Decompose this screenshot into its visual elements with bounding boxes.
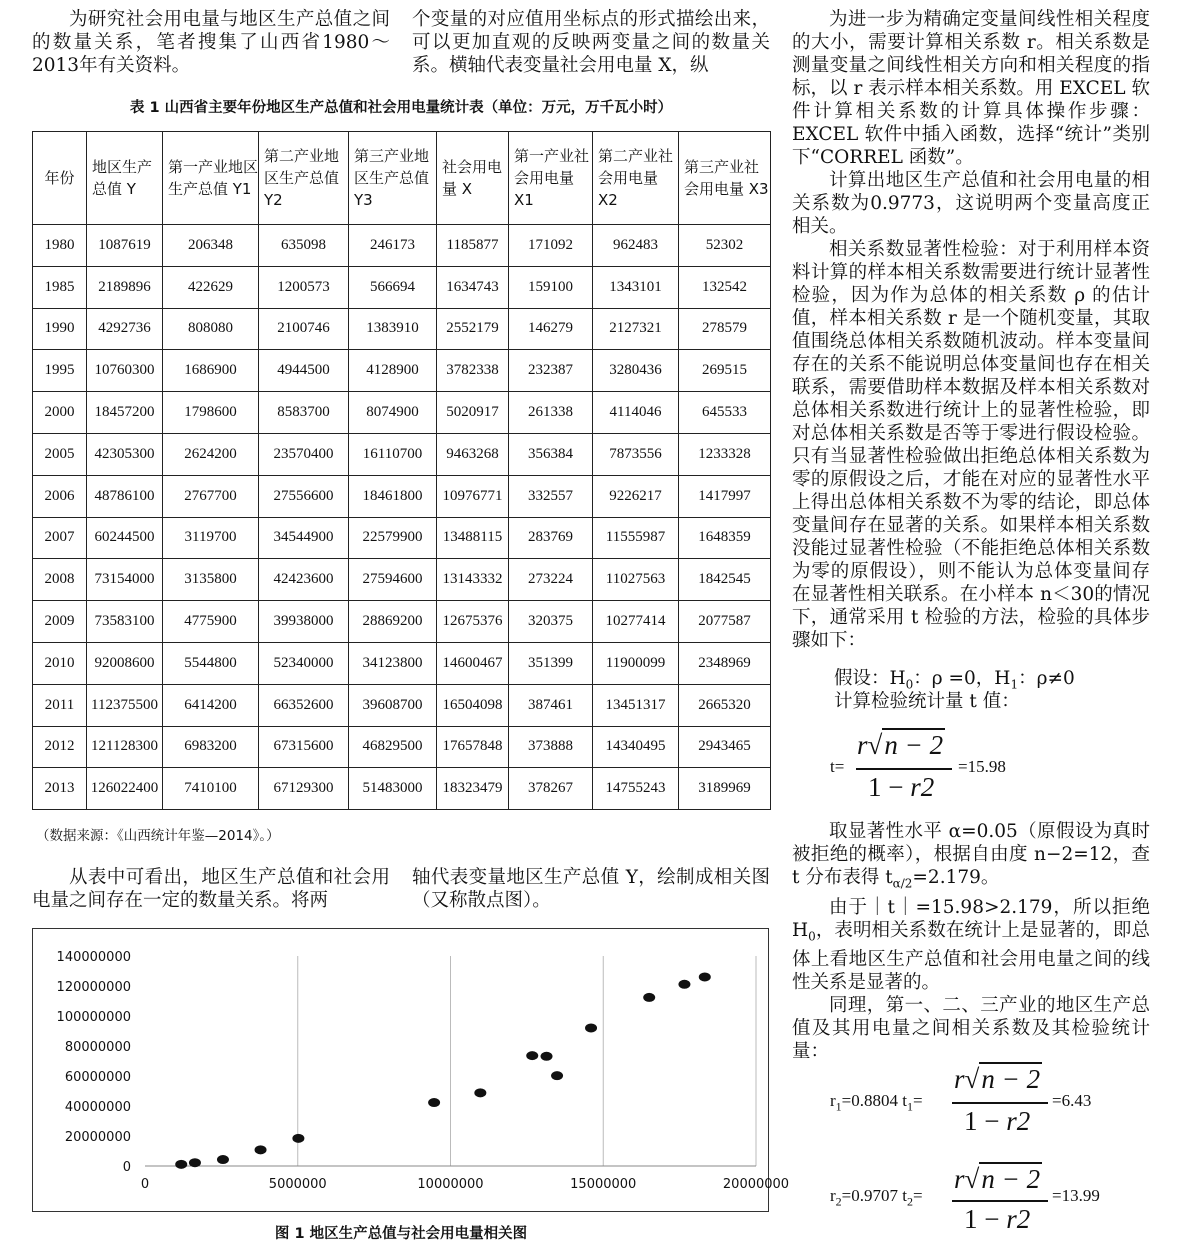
table-cell: 1648359 (679, 517, 771, 559)
table-cell: 2127321 (593, 308, 679, 350)
table-cell: 159100 (509, 266, 593, 308)
table-cell: 22579900 (349, 517, 437, 559)
header-gdp-secondary: 第二产业地区生产总值 Y2 (259, 132, 349, 225)
hyp-mid: ：ρ =0，H (913, 668, 1011, 689)
table-cell: 1686900 (163, 350, 259, 392)
table-cell: 132542 (679, 266, 771, 308)
table-cell-year: 2006 (33, 475, 87, 517)
t-formula-result: =15.98 (958, 757, 1006, 776)
y-tick-label: 140000000 (56, 950, 131, 965)
r1-sub: 1 (835, 1099, 842, 1114)
right-paragraph-1: 为进一步为精确定变量间线性相关程度的大小，需要计算相关系数 r。相关系数是测量变量之间线性相关方向和相关程度的指标，以 r 表示样本相关系数。用 EXCEL 软件计算相关系数的计算具体操作步骤：EXCEL 软件中插入函数，选择“统计”类别下“CORREL 函数”。 (792, 9, 1150, 168)
scatter-point (699, 972, 711, 981)
t-formula-denominator (868, 772, 934, 803)
table-cell: 3280436 (593, 350, 679, 392)
table-cell: 73154000 (87, 559, 163, 601)
radicand: n − 2 (981, 1064, 1041, 1094)
table-header-row (33, 132, 771, 225)
table-cell: 5020917 (437, 392, 509, 434)
table-cell-year: 2007 (33, 517, 87, 559)
table-cell: 14755243 (593, 768, 679, 810)
den-r2: r2 (1006, 1204, 1031, 1234)
t-formula-numerator (857, 730, 945, 761)
table-cell: 146279 (509, 308, 593, 350)
fraction-bar (952, 1102, 1048, 1104)
fraction-bar (952, 1200, 1048, 1202)
mid-paragraph-2 (412, 866, 770, 912)
table-cell: 635098 (259, 225, 349, 267)
p5-a: 由于｜t｜=15.98>2.179，所以拒绝 H (792, 896, 1150, 941)
hyp-sub-1: 1 (1010, 677, 1019, 692)
table-cell-year: 1980 (33, 225, 87, 267)
table-cell: 10976771 (437, 475, 509, 517)
table-cell: 34544900 (259, 517, 349, 559)
table-cell: 1798600 (163, 392, 259, 434)
table-cell: 18457200 (87, 392, 163, 434)
p4-sub: α/2 (892, 876, 913, 891)
table-cell: 14340495 (593, 726, 679, 768)
y-tick-label: 100000000 (56, 1010, 131, 1025)
table-cell: 232387 (509, 350, 593, 392)
x-tick-label: 5000000 (268, 1177, 327, 1192)
r1-formula-result: =6.43 (1052, 1091, 1092, 1110)
table-row (33, 684, 771, 726)
table-cell: 2767700 (163, 475, 259, 517)
table-row (33, 517, 771, 559)
table-cell: 962483 (593, 225, 679, 267)
right-paragraph-3: 相关系数显著性检验：对于利用样本资料计算的样本相关系数需要进行统计显著性检验，因为作为总体的相关系数 ρ 的估计值，样本相关系数 r 是一个随机变量，其取值围绕总体相关系数随机波动。样本变量间存在的关系不能说明总体变量间也存在相关联系，需要借助样本数据及样本相关系数对总体相关系数进行统计上的显著性检验，即对总体相关系数是否等于零进行假设检验。只有当显著性检验做出拒绝总体相关系数为零的原假设之后，才能在对应的显著性水平上得出总体相关系数不为零的结论，即总体变量间存在显著的关系。如果样本相关系数没能过显著性检验（不能拒绝总体相关系数为零的原假设），则不能认为总体变量间存在显著性相关联系。在小样本 n＜30的情况下，通常采用 t 检验的方法，检验的具体步骤如下： (792, 239, 1150, 651)
data-table (32, 131, 771, 810)
table-cell: 206348 (163, 225, 259, 267)
t2-sub: 2 (906, 1194, 913, 1209)
table-cell: 7873556 (593, 433, 679, 475)
table-cell: 17657848 (437, 726, 509, 768)
table-cell: 4128900 (349, 350, 437, 392)
table-cell: 378267 (509, 768, 593, 810)
table-cell: 2665320 (679, 684, 771, 726)
hyp-label: 假设：H (834, 668, 906, 689)
table-cell: 2100746 (259, 308, 349, 350)
table-cell: 2624200 (163, 433, 259, 475)
table-cell: 808080 (163, 308, 259, 350)
y-tick-label: 0 (122, 1160, 131, 1175)
table-cell: 4114046 (593, 392, 679, 434)
table-cell: 42305300 (87, 433, 163, 475)
table-cell: 46829500 (349, 726, 437, 768)
r2-formula (830, 1164, 1150, 1242)
table-cell: 3782338 (437, 350, 509, 392)
table-cell: 4944500 (259, 350, 349, 392)
r1-formula-numerator (954, 1064, 1042, 1095)
t1-sub: 1 (906, 1099, 913, 1114)
table-cell: 5544800 (163, 642, 259, 684)
scatter-point (474, 1088, 486, 1097)
table-cell: 332557 (509, 475, 593, 517)
table-cell-year: 1995 (33, 350, 87, 392)
header-gdp-primary: 第一产业地区生产总值 Y1 (163, 132, 259, 225)
table-cell: 3189969 (679, 768, 771, 810)
p5-sub: 0 (808, 929, 816, 944)
table-cell: 42423600 (259, 559, 349, 601)
r2-formula-result: =13.99 (1052, 1186, 1100, 1205)
table-cell: 112375500 (87, 684, 163, 726)
fraction-bar (856, 768, 952, 770)
table-cell-year: 1990 (33, 308, 87, 350)
den-one: 1 − (964, 1106, 1007, 1136)
table-cell-year: 2000 (33, 392, 87, 434)
scatter-chart (32, 928, 790, 1212)
table-cell: 10277414 (593, 601, 679, 643)
table-cell: 18461800 (349, 475, 437, 517)
r2-formula-lhs (830, 1186, 923, 1209)
left-intro-text: 为研究社会用电量与地区生产总值之间的数量关系，笔者搜集了山西省1980～2013年有关资料。 (32, 9, 390, 76)
table-cell: 11900099 (593, 642, 679, 684)
scatter-chart-svg (33, 929, 790, 1211)
t-formula (830, 730, 1150, 810)
header-power: 社会用电量 X (437, 132, 509, 225)
table-cell: 273224 (509, 559, 593, 601)
table-cell: 73583100 (87, 601, 163, 643)
r1-formula-lhs (830, 1091, 923, 1114)
table-cell: 387461 (509, 684, 593, 726)
den-one: 1 − (964, 1204, 1007, 1234)
table-cell: 3119700 (163, 517, 259, 559)
table-cell: 126022400 (87, 768, 163, 810)
table-row (33, 559, 771, 601)
table-cell: 13451317 (593, 684, 679, 726)
table-cell: 4775900 (163, 601, 259, 643)
table-cell: 23570400 (259, 433, 349, 475)
table-row (33, 768, 771, 810)
num-r: r (954, 1164, 965, 1194)
left-paragraph-2-text: 从表中可看出，地区生产总值和社会用电量之间存在一定的数量关系。将两 (32, 867, 390, 911)
scatter-point (292, 1134, 304, 1143)
table-cell: 14600467 (437, 642, 509, 684)
sqrt-symbol: √n − 2 (964, 1164, 1041, 1194)
scatter-point (643, 993, 655, 1002)
table-cell: 27556600 (259, 475, 349, 517)
table-row (33, 642, 771, 684)
table-caption: 表 1 山西省主要年份地区生产总值和社会用电量统计表（单位：万元，万千瓦小时） (129, 100, 673, 116)
table-cell: 10760300 (87, 350, 163, 392)
table-cell: 261338 (509, 392, 593, 434)
table-row (33, 601, 771, 643)
x-tick-label: 20000000 (722, 1177, 790, 1192)
table-cell-year: 2012 (33, 726, 87, 768)
table-cell: 1087619 (87, 225, 163, 267)
p4-a: 取显著性水平 α=0.05（原假设为真时被拒绝的概率），根据自由度 n−2=12，查 t 分布表得 t (792, 821, 1150, 888)
p5-b: ，表明相关系数在统计上是显著的，即总体上看地区生产总值和社会用电量之间的线性关系是显著的。 (792, 919, 1150, 994)
num-r: r (954, 1064, 965, 1094)
table-cell: 7410100 (163, 768, 259, 810)
table-cell: 51483000 (349, 768, 437, 810)
den-r2: r2 (910, 772, 935, 802)
table-cell: 48786100 (87, 475, 163, 517)
x-tick-label: 15000000 (570, 1177, 637, 1192)
table-cell: 2552179 (437, 308, 509, 350)
x-tick-label: 0 (140, 1177, 150, 1192)
header-power-secondary: 第二产业社会用电量 X2 (593, 132, 679, 225)
table-cell: 1200573 (259, 266, 349, 308)
scatter-point (255, 1145, 267, 1154)
table-cell: 351399 (509, 642, 593, 684)
table-cell: 1233328 (679, 433, 771, 475)
scatter-point (526, 1051, 538, 1060)
table-cell: 39938000 (259, 601, 349, 643)
left-intro-paragraph (32, 8, 390, 77)
table-cell: 283769 (509, 517, 593, 559)
table-cell: 52302 (679, 225, 771, 267)
x-tick-label: 10000000 (417, 1177, 484, 1192)
scatter-point (678, 980, 690, 989)
r2-sub: 2 (835, 1194, 842, 1209)
y-tick-label: 80000000 (64, 1040, 131, 1055)
header-year: 年份 (33, 132, 87, 225)
table-row (33, 726, 771, 768)
left-paragraph-2 (32, 866, 390, 912)
r1-a: r (830, 1091, 836, 1110)
scatter-point (217, 1155, 229, 1164)
right-paragraph-5 (792, 896, 1150, 995)
den-r2: r2 (1006, 1106, 1031, 1136)
table-cell: 645533 (679, 392, 771, 434)
table-cell: 12675376 (437, 601, 509, 643)
table-cell: 67315600 (259, 726, 349, 768)
table-cell-year: 1985 (33, 266, 87, 308)
table-cell: 4292736 (87, 308, 163, 350)
table-cell-year: 2010 (33, 642, 87, 684)
table-cell: 52340000 (259, 642, 349, 684)
sqrt-symbol: √n − 2 (867, 730, 944, 760)
table-cell: 2189896 (87, 266, 163, 308)
scatter-point (428, 1098, 440, 1107)
table-cell: 66352600 (259, 684, 349, 726)
scatter-point (175, 1160, 187, 1169)
right-paragraph-6: 同理，第一、二、三产业的地区生产总值及其用电量之间相关系数及其检验统计量： (792, 995, 1150, 1063)
r1-formula (830, 1064, 1150, 1144)
y-tick-label: 40000000 (64, 1100, 131, 1115)
right-paragraph-2: 计算出地区生产总值和社会用电量的相关系数为0.9773，这说明两个变量高度正相关。 (792, 170, 1150, 237)
table-row (33, 308, 771, 350)
den-one: 1 − (868, 772, 911, 802)
table-cell: 6983200 (163, 726, 259, 768)
table-cell: 1383910 (349, 308, 437, 350)
table-cell: 1417997 (679, 475, 771, 517)
header-gdp-tertiary: 第三产业地区生产总值 Y3 (349, 132, 437, 225)
radicand: n − 2 (981, 1164, 1041, 1194)
scatter-point (551, 1071, 563, 1080)
r2-formula-denominator (964, 1204, 1030, 1235)
table-cell: 16110700 (349, 433, 437, 475)
table-cell: 9463268 (437, 433, 509, 475)
table-cell: 11027563 (593, 559, 679, 601)
table-row (33, 266, 771, 308)
sqrt-symbol: √n − 2 (964, 1064, 1041, 1094)
mid-intro-paragraph (412, 8, 770, 77)
mid-intro-text: 个变量的对应值用坐标点的形式描绘出来，可以更加直观的反映两变量之间的数量关系。横轴代表变量社会用电量 X，纵 (412, 9, 770, 76)
table-cell: 171092 (509, 225, 593, 267)
scatter-point (189, 1158, 201, 1167)
r2-formula-numerator (954, 1164, 1042, 1195)
r2-b: =0.9707 t (841, 1186, 907, 1205)
table-cell: 373888 (509, 726, 593, 768)
table-cell: 1842545 (679, 559, 771, 601)
table-cell: 13488115 (437, 517, 509, 559)
table-cell: 9226217 (593, 475, 679, 517)
header-gdp: 地区生产总值 Y (87, 132, 163, 225)
table-cell-year: 2013 (33, 768, 87, 810)
table-cell: 39608700 (349, 684, 437, 726)
r1-b: =0.8804 t (841, 1091, 907, 1110)
table-cell: 1185877 (437, 225, 509, 267)
y-tick-label: 120000000 (56, 980, 131, 995)
right-paragraph-4 (792, 820, 1150, 896)
header-power-primary: 第一产业社会用电量 X1 (509, 132, 593, 225)
source-note: （数据来源：《山西统计年鉴—2014》。） (36, 828, 280, 844)
radicand: n − 2 (884, 730, 944, 760)
table-cell: 16504098 (437, 684, 509, 726)
table-body (33, 225, 771, 810)
table-row (33, 475, 771, 517)
table-row (33, 433, 771, 475)
scatter-point (585, 1023, 597, 1032)
table-cell: 320375 (509, 601, 593, 643)
table-row (33, 392, 771, 434)
y-tick-label: 20000000 (64, 1130, 131, 1145)
table-cell: 92008600 (87, 642, 163, 684)
figure-caption: 图 1 地区生产总值与社会用电量相关图 (274, 1226, 528, 1242)
table-cell: 246173 (349, 225, 437, 267)
right-column-text (792, 8, 1150, 652)
table-cell: 2943465 (679, 726, 771, 768)
table-cell: 8074900 (349, 392, 437, 434)
p4-b: =2.179。 (912, 867, 1000, 888)
table-cell: 422629 (163, 266, 259, 308)
table-row (33, 225, 771, 267)
table-cell: 6414200 (163, 684, 259, 726)
r1-c: = (912, 1091, 923, 1110)
table-cell: 566694 (349, 266, 437, 308)
table-cell-year: 2008 (33, 559, 87, 601)
r2-a: r (830, 1186, 836, 1205)
table-cell: 2348969 (679, 642, 771, 684)
table-cell: 278579 (679, 308, 771, 350)
table-cell: 27594600 (349, 559, 437, 601)
table-row (33, 350, 771, 392)
table-cell: 2077587 (679, 601, 771, 643)
table-cell-year: 2011 (33, 684, 87, 726)
table-cell: 3135800 (163, 559, 259, 601)
y-tick-label: 60000000 (64, 1070, 131, 1085)
hyp-end: ：ρ≠0 (1018, 668, 1075, 689)
table-cell: 1634743 (437, 266, 509, 308)
table-cell-year: 2005 (33, 433, 87, 475)
table-cell: 13143332 (437, 559, 509, 601)
t-formula-lhs: t= (830, 757, 845, 776)
hyp-sub-0: 0 (905, 677, 914, 692)
table-cell: 121128300 (87, 726, 163, 768)
calc-t-line: 计算检验统计量 t 值： (834, 691, 1020, 712)
table-cell: 8583700 (259, 392, 349, 434)
r2-c: = (912, 1186, 923, 1205)
header-power-tertiary: 第三产业社会用电量 X3 (679, 132, 771, 225)
table-cell: 18323479 (437, 768, 509, 810)
table-cell: 356384 (509, 433, 593, 475)
scatter-point (541, 1052, 553, 1061)
table-cell: 1343101 (593, 266, 679, 308)
table-cell-year: 2009 (33, 601, 87, 643)
right-column-text-2 (792, 820, 1150, 1063)
r1-formula-denominator (964, 1106, 1030, 1137)
table-cell: 67129300 (259, 768, 349, 810)
table-cell: 60244500 (87, 517, 163, 559)
num-r: r (857, 730, 868, 760)
table-cell: 28869200 (349, 601, 437, 643)
mid-paragraph-2-text: 轴代表变量地区生产总值 Y，绘制成相关图（又称散点图）。 (412, 867, 770, 911)
table-cell: 34123800 (349, 642, 437, 684)
table-cell: 269515 (679, 350, 771, 392)
table-cell: 11555987 (593, 517, 679, 559)
